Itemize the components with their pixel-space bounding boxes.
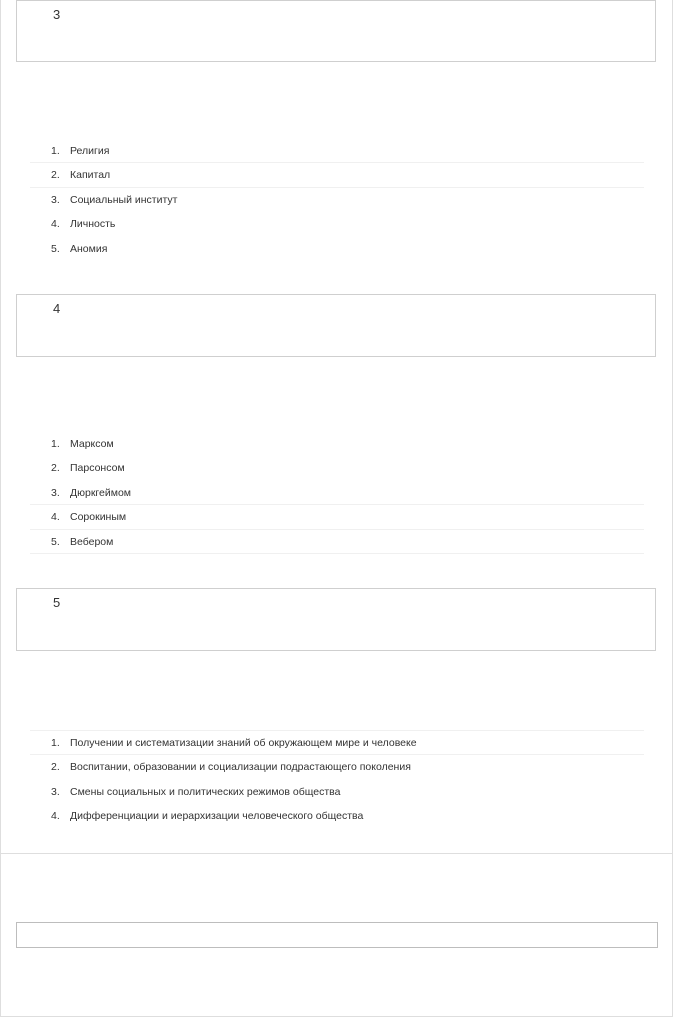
answer-option[interactable] — [30, 456, 644, 480]
answer-option[interactable] — [30, 780, 644, 804]
answer-number: 1. — [51, 737, 60, 749]
answer-text: Смены социальных и политических режимов общества — [70, 785, 341, 798]
answer-text: Аномия — [70, 242, 108, 255]
question-number: 4 — [53, 301, 61, 316]
answer-number: 1. — [51, 145, 60, 157]
answer-text: Дифференциации и иерархизации человеческого общества — [70, 810, 364, 823]
answer-text: Дюркгеймом — [70, 486, 132, 499]
answer-option[interactable] — [30, 432, 644, 456]
answer-number: 4. — [51, 810, 60, 823]
question-3-answers — [30, 139, 644, 261]
answer-number: 3. — [51, 486, 60, 499]
question-3-box — [16, 0, 656, 62]
answer-text: Личность — [70, 218, 116, 231]
question-number: 5 — [53, 595, 61, 610]
answer-number: 2. — [51, 761, 60, 774]
question-5-answers — [30, 730, 644, 829]
answer-text: Социальный институт — [70, 193, 178, 206]
answer-option[interactable] — [30, 755, 644, 779]
answer-text: Вебером — [70, 535, 114, 548]
question-number: 3 — [53, 7, 61, 22]
answer-number: 3. — [51, 193, 60, 206]
answer-text: Парсонсом — [70, 462, 125, 475]
answer-option[interactable] — [30, 804, 644, 828]
answer-option[interactable] — [30, 481, 644, 505]
section-divider — [0, 853, 673, 854]
answer-number: 3. — [51, 785, 60, 798]
answer-option[interactable] — [30, 237, 644, 261]
answer-option[interactable] — [30, 212, 644, 236]
answer-number: 1. — [51, 438, 60, 450]
answer-text: Сорокиным — [70, 511, 127, 524]
question-4-answers — [30, 432, 644, 554]
answer-number: 4. — [51, 218, 60, 231]
free-answer-input[interactable] — [16, 922, 658, 948]
answer-text: Религия — [70, 145, 110, 157]
answer-option[interactable] — [30, 530, 644, 554]
answer-option[interactable] — [30, 731, 644, 755]
answer-number: 2. — [51, 462, 60, 475]
answer-number: 5. — [51, 535, 60, 548]
answer-text: Получении и систематизации знаний об окружающем мире и человеке — [70, 737, 417, 749]
answer-text: Воспитании, образовании и социализации подрастающего поколения — [70, 761, 411, 774]
question-4-box — [16, 294, 656, 357]
answer-number: 2. — [51, 169, 60, 182]
answer-number: 5. — [51, 242, 60, 255]
answer-option[interactable] — [30, 163, 644, 187]
answer-option[interactable] — [30, 139, 644, 163]
answer-text: Капитал — [70, 169, 111, 182]
answer-option[interactable] — [30, 188, 644, 212]
answer-number: 4. — [51, 511, 60, 524]
answer-option[interactable] — [30, 505, 644, 529]
question-5-box — [16, 588, 656, 651]
answer-text: Марксом — [70, 438, 114, 450]
